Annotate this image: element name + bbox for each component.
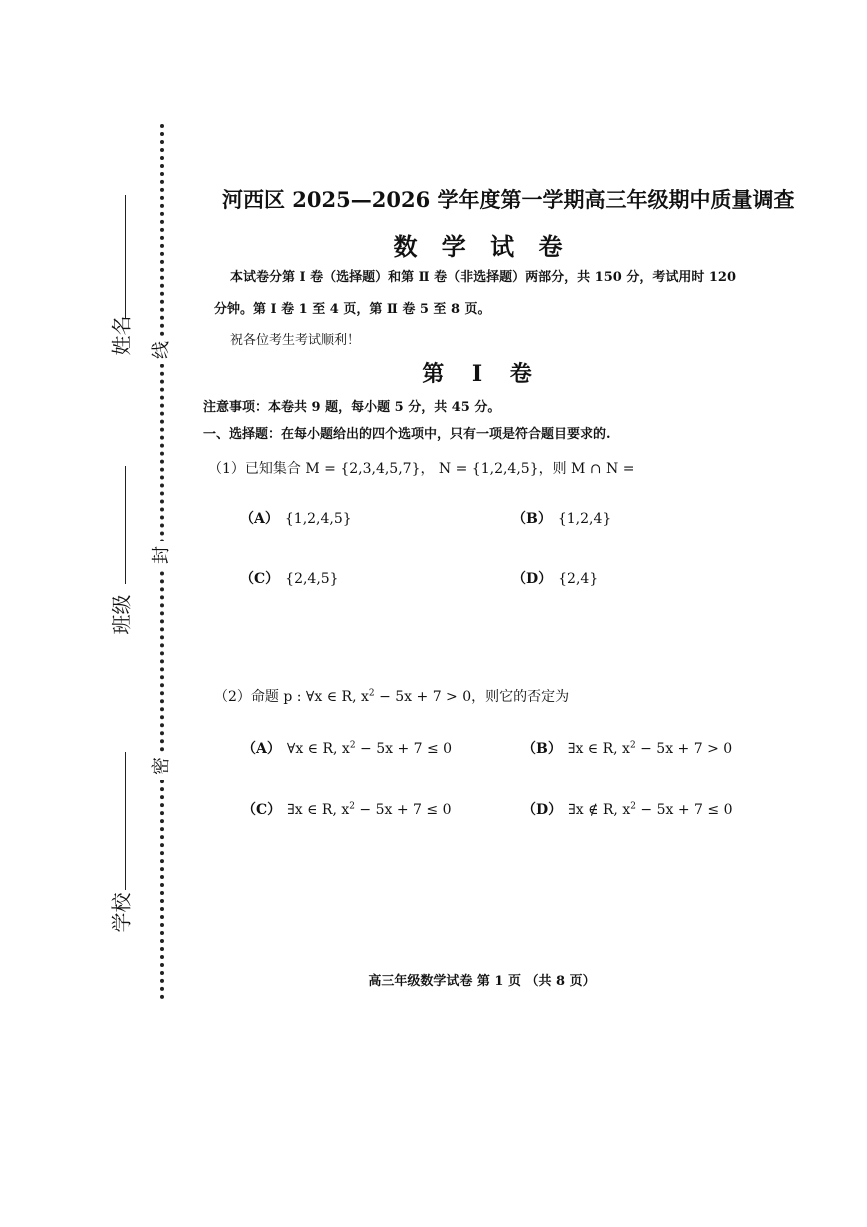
section-heading: 一、选择题：在每小题给出的四个选项中，只有一项是符合题目要求的. [203, 427, 611, 442]
option-label: （D） [522, 802, 563, 818]
stem-prefix: （2）命题 p : ∀x ∈ R, x [214, 689, 369, 705]
option-label: （B） [512, 511, 552, 527]
intro-line-1: 本试卷分第 Ⅰ 卷（选择题）和第 Ⅱ 卷（非选择题）两部分，共 150 分，考试用时 120 [230, 270, 736, 285]
option-pre: ∃x ∉ R, x [568, 802, 631, 818]
good-luck-text: 祝各位考生考试顺利！ [230, 333, 361, 348]
school-field-label: 学校 [109, 892, 134, 933]
question-2-option-b[interactable] [522, 738, 732, 758]
intro-line-2: 分钟。第 Ⅰ 卷 1 至 4 页，第 Ⅱ 卷 5 至 8 页。 [214, 302, 491, 317]
question-1-option-b[interactable] [512, 508, 611, 528]
question-1-option-d[interactable] [512, 568, 598, 588]
name-field-line[interactable] [125, 195, 126, 318]
page-footer: 高三年级数学试卷 第 1 页 （共 8 页） [368, 974, 596, 989]
subject-title: 数 学 试 卷 [393, 232, 571, 261]
question-2-option-a[interactable] [242, 738, 452, 758]
option-post: − 5x + 7 ≤ 0 [354, 802, 452, 818]
option-post: − 5x + 7 ≤ 0 [635, 802, 733, 818]
option-label: （B） [522, 741, 562, 757]
exponent: 2 [349, 740, 356, 751]
exponent: 2 [368, 688, 375, 699]
option-pre: ∀x ∈ R, x [286, 741, 350, 757]
option-label: （C） [242, 802, 282, 818]
exponent: 2 [629, 740, 636, 751]
exponent: 2 [630, 801, 636, 812]
option-text: {1,2,4} [557, 511, 612, 527]
seal-char-secret: 密 [148, 752, 176, 780]
class-field-label: 班级 [109, 594, 134, 635]
option-post: − 5x + 7 > 0 [635, 741, 733, 757]
part-one-title: 第 Ⅰ 卷 [422, 361, 542, 387]
notice-text: 注意事项：本卷共 9 题，每小题 5 分，共 45 分。 [203, 400, 501, 415]
option-text: {1,2,4,5} [284, 511, 352, 527]
school-field-line[interactable] [125, 752, 126, 890]
exam-title: 河西区 2025—2026 学年度第一学期高三年级期中质量调查 [222, 187, 795, 212]
seal-char-line: 线 [148, 336, 176, 364]
question-1-option-a[interactable] [240, 508, 352, 528]
exponent: 2 [349, 801, 355, 812]
option-pre: ∃x ∈ R, x [287, 802, 350, 818]
name-field-label: 姓名 [109, 315, 134, 356]
class-field-line[interactable] [125, 466, 126, 584]
option-text: {2,4,5} [285, 571, 339, 587]
option-label: （A） [242, 741, 281, 757]
option-post: − 5x + 7 ≤ 0 [355, 741, 453, 757]
option-pre: ∃x ∈ R, x [567, 741, 630, 757]
seal-char-seal: 封 [148, 541, 176, 569]
question-2-stem [214, 686, 569, 706]
question-1-option-c[interactable] [240, 568, 339, 588]
question-2-option-d[interactable] [522, 799, 732, 819]
option-label: （C） [240, 571, 280, 587]
option-text: {2,4} [558, 571, 599, 587]
option-label: （D） [512, 571, 553, 587]
stem-suffix: − 5x + 7 > 0，则它的否定为 [374, 689, 570, 705]
option-label: （A） [240, 511, 279, 527]
question-1-stem: （1）已知集合 M = {2,3,4,5,7}， N = {1,2,4,5}，则 M ∩ N = [208, 461, 635, 477]
question-2-option-c[interactable] [242, 799, 452, 819]
